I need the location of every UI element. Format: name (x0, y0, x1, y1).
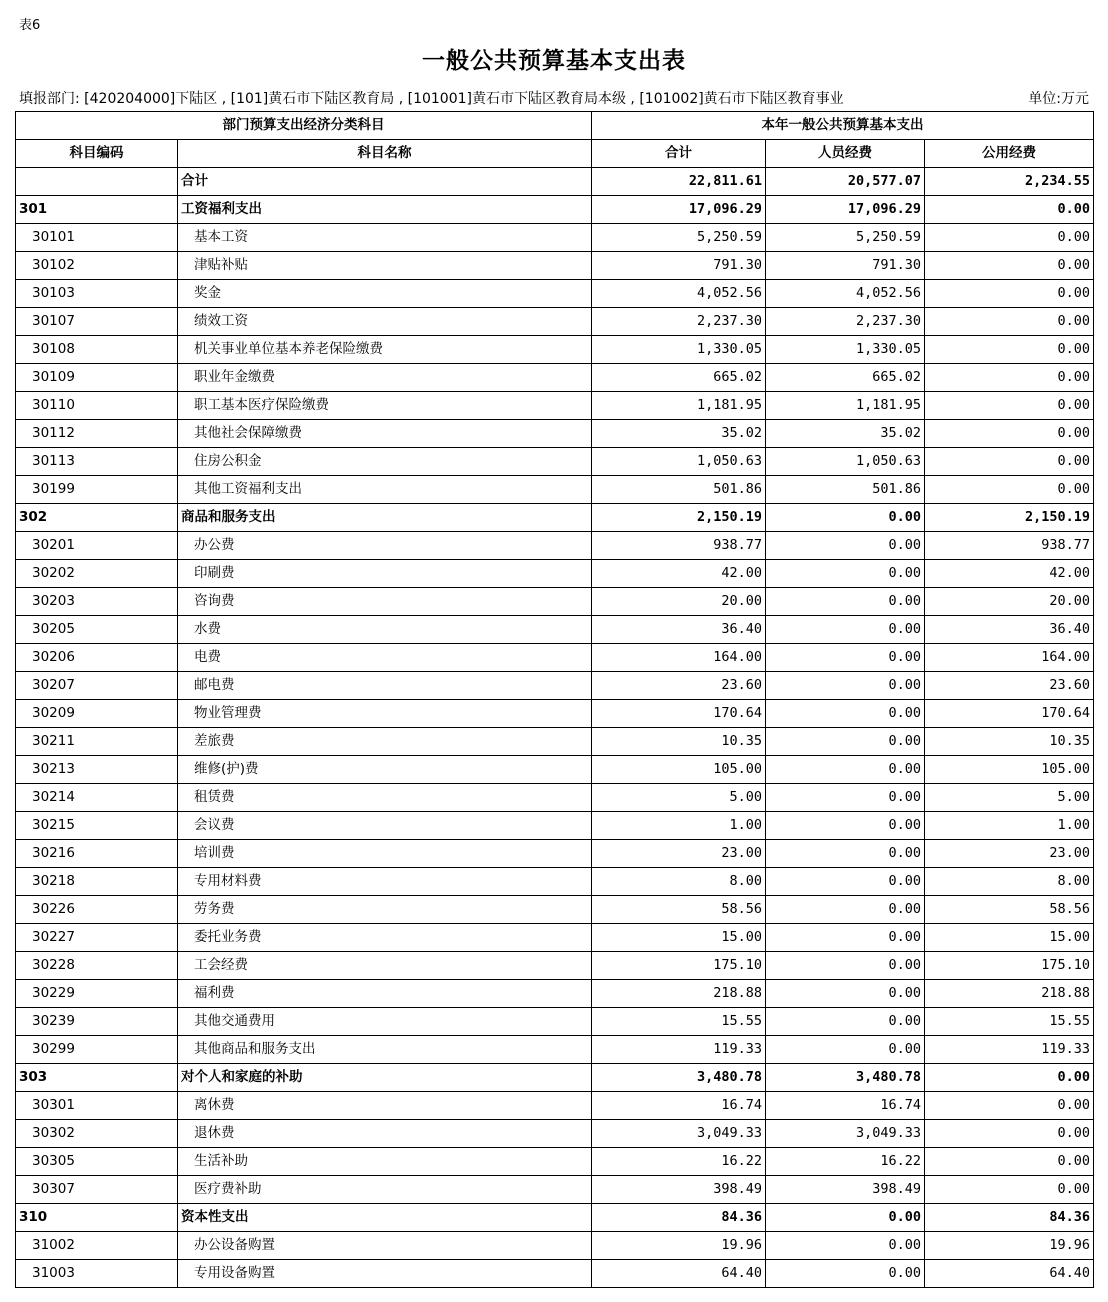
table-row (16, 420, 1094, 448)
row-total: 938.77 (592, 532, 766, 560)
row-personnel: 4,052.56 (766, 280, 925, 308)
table-row (16, 616, 1094, 644)
row-public: 36.40 (925, 616, 1094, 644)
row-code: 30108 (16, 336, 178, 364)
row-name: 绩效工资 (178, 308, 592, 336)
row-code: 30305 (16, 1148, 178, 1176)
row-public: 0.00 (925, 224, 1094, 252)
row-name: 其他社会保障缴费 (178, 420, 592, 448)
header-total: 合计 (592, 140, 766, 168)
row-name: 奖金 (178, 280, 592, 308)
row-total: 2,237.30 (592, 308, 766, 336)
row-name: 离休费 (178, 1092, 592, 1120)
row-name: 邮电费 (178, 672, 592, 700)
row-public: 20.00 (925, 588, 1094, 616)
row-public: 0.00 (925, 448, 1094, 476)
table-row (16, 952, 1094, 980)
table-row (16, 1204, 1094, 1232)
table-row (16, 476, 1094, 504)
row-total: 105.00 (592, 756, 766, 784)
row-public: 0.00 (925, 336, 1094, 364)
row-code: 30218 (16, 868, 178, 896)
row-public: 58.56 (925, 896, 1094, 924)
row-personnel: 0.00 (766, 616, 925, 644)
row-public: 15.55 (925, 1008, 1094, 1036)
table-row (16, 364, 1094, 392)
row-name: 资本性支出 (178, 1204, 592, 1232)
row-total: 16.22 (592, 1148, 766, 1176)
row-personnel: 0.00 (766, 1204, 925, 1232)
row-code: 301 (16, 196, 178, 224)
row-name: 工会经费 (178, 952, 592, 980)
row-name: 对个人和家庭的补助 (178, 1064, 592, 1092)
row-code: 30110 (16, 392, 178, 420)
row-public: 938.77 (925, 532, 1094, 560)
row-public: 175.10 (925, 952, 1094, 980)
row-code: 31003 (16, 1260, 178, 1288)
row-public: 42.00 (925, 560, 1094, 588)
row-code: 30302 (16, 1120, 178, 1148)
row-code: 30107 (16, 308, 178, 336)
table-row (16, 1064, 1094, 1092)
table-row (16, 644, 1094, 672)
row-name: 会议费 (178, 812, 592, 840)
row-total: 1,050.63 (592, 448, 766, 476)
row-name: 劳务费 (178, 896, 592, 924)
row-code: 30301 (16, 1092, 178, 1120)
row-code: 30214 (16, 784, 178, 812)
row-code: 30202 (16, 560, 178, 588)
header-code: 科目编码 (16, 140, 178, 168)
table-row (16, 1232, 1094, 1260)
table-row (16, 672, 1094, 700)
row-public: 84.36 (925, 1204, 1094, 1232)
table-row (16, 1260, 1094, 1288)
row-public: 10.35 (925, 728, 1094, 756)
row-total: 119.33 (592, 1036, 766, 1064)
row-name: 生活补助 (178, 1148, 592, 1176)
row-total: 36.40 (592, 616, 766, 644)
row-name: 职工基本医疗保险缴费 (178, 392, 592, 420)
table-body (16, 168, 1094, 1288)
table-row (16, 784, 1094, 812)
row-total: 84.36 (592, 1204, 766, 1232)
row-public: 0.00 (925, 1176, 1094, 1204)
row-total: 20.00 (592, 588, 766, 616)
row-total: 1.00 (592, 812, 766, 840)
row-personnel: 0.00 (766, 700, 925, 728)
row-code: 302 (16, 504, 178, 532)
row-public: 0.00 (925, 1148, 1094, 1176)
row-personnel: 35.02 (766, 420, 925, 448)
row-code: 30102 (16, 252, 178, 280)
row-code: 30112 (16, 420, 178, 448)
table-row (16, 700, 1094, 728)
row-personnel: 2,237.30 (766, 308, 925, 336)
header-group-row (16, 112, 1094, 140)
row-public: 105.00 (925, 756, 1094, 784)
row-personnel: 1,050.63 (766, 448, 925, 476)
row-personnel: 0.00 (766, 756, 925, 784)
row-personnel: 398.49 (766, 1176, 925, 1204)
row-code: 30201 (16, 532, 178, 560)
table-row (16, 1120, 1094, 1148)
table-row (16, 868, 1094, 896)
row-total: 218.88 (592, 980, 766, 1008)
row-total: 501.86 (592, 476, 766, 504)
row-public: 0.00 (925, 1120, 1094, 1148)
table-row (16, 840, 1094, 868)
row-code: 31002 (16, 1232, 178, 1260)
row-public: 23.60 (925, 672, 1094, 700)
row-personnel: 1,330.05 (766, 336, 925, 364)
row-public: 0.00 (925, 364, 1094, 392)
row-name: 退休费 (178, 1120, 592, 1148)
table-row (16, 448, 1094, 476)
row-code: 30113 (16, 448, 178, 476)
row-total: 23.60 (592, 672, 766, 700)
row-code: 30215 (16, 812, 178, 840)
row-personnel: 0.00 (766, 1008, 925, 1036)
row-name: 医疗费补助 (178, 1176, 592, 1204)
row-total: 3,049.33 (592, 1120, 766, 1148)
row-personnel: 0.00 (766, 840, 925, 868)
table-row (16, 1036, 1094, 1064)
row-name: 物业管理费 (178, 700, 592, 728)
row-total: 22,811.61 (592, 168, 766, 196)
header-group-expenditure: 本年一般公共预算基本支出 (592, 112, 1094, 140)
row-total: 175.10 (592, 952, 766, 980)
row-personnel: 791.30 (766, 252, 925, 280)
row-code: 310 (16, 1204, 178, 1232)
table-row (16, 1176, 1094, 1204)
table-row (16, 252, 1094, 280)
table-row (16, 980, 1094, 1008)
row-code: 30299 (16, 1036, 178, 1064)
row-public: 23.00 (925, 840, 1094, 868)
row-public: 170.64 (925, 700, 1094, 728)
row-code: 30209 (16, 700, 178, 728)
row-total: 17,096.29 (592, 196, 766, 224)
row-total: 15.00 (592, 924, 766, 952)
reporting-department: 填报部门: [420204000]下陆区 , [101]黄石市下陆区教育局 , [101001]黄石市下陆区教育局本级 , [101002]黄石市下陆区教育事业 (19, 91, 844, 107)
row-code: 303 (16, 1064, 178, 1092)
row-personnel: 1,181.95 (766, 392, 925, 420)
row-total: 1,181.95 (592, 392, 766, 420)
row-name: 办公设备购置 (178, 1232, 592, 1260)
row-total: 15.55 (592, 1008, 766, 1036)
budget-table (15, 111, 1094, 1288)
row-name: 基本工资 (178, 224, 592, 252)
row-name: 专用材料费 (178, 868, 592, 896)
row-personnel: 5,250.59 (766, 224, 925, 252)
row-code: 30239 (16, 1008, 178, 1036)
row-public: 0.00 (925, 252, 1094, 280)
row-personnel: 0.00 (766, 784, 925, 812)
row-name: 住房公积金 (178, 448, 592, 476)
table-row (16, 896, 1094, 924)
row-public: 0.00 (925, 392, 1094, 420)
row-personnel: 0.00 (766, 1260, 925, 1288)
table-row (16, 308, 1094, 336)
row-code: 30228 (16, 952, 178, 980)
row-code: 30229 (16, 980, 178, 1008)
table-row (16, 280, 1094, 308)
row-name: 维修(护)费 (178, 756, 592, 784)
header-group-classification: 部门预算支出经济分类科目 (16, 112, 592, 140)
row-public: 0.00 (925, 420, 1094, 448)
row-public: 2,150.19 (925, 504, 1094, 532)
row-name: 津贴补贴 (178, 252, 592, 280)
row-personnel: 0.00 (766, 896, 925, 924)
row-personnel: 17,096.29 (766, 196, 925, 224)
row-personnel: 3,480.78 (766, 1064, 925, 1092)
row-total: 19.96 (592, 1232, 766, 1260)
row-name: 其他工资福利支出 (178, 476, 592, 504)
row-name: 委托业务费 (178, 924, 592, 952)
row-total: 791.30 (592, 252, 766, 280)
row-personnel: 0.00 (766, 868, 925, 896)
row-total: 5,250.59 (592, 224, 766, 252)
header-personnel: 人员经费 (766, 140, 925, 168)
row-name: 商品和服务支出 (178, 504, 592, 532)
row-name: 机关事业单位基本养老保险缴费 (178, 336, 592, 364)
row-personnel: 0.00 (766, 532, 925, 560)
table-row (16, 532, 1094, 560)
table-row (16, 336, 1094, 364)
row-name: 咨询费 (178, 588, 592, 616)
header-name: 科目名称 (178, 140, 592, 168)
row-code: 30109 (16, 364, 178, 392)
row-total: 3,480.78 (592, 1064, 766, 1092)
row-public: 0.00 (925, 308, 1094, 336)
row-code (16, 168, 178, 196)
row-personnel: 0.00 (766, 672, 925, 700)
row-total: 42.00 (592, 560, 766, 588)
row-total: 16.74 (592, 1092, 766, 1120)
row-name: 水费 (178, 616, 592, 644)
row-total: 4,052.56 (592, 280, 766, 308)
row-code: 30227 (16, 924, 178, 952)
table-row (16, 196, 1094, 224)
row-public: 0.00 (925, 1092, 1094, 1120)
row-code: 30226 (16, 896, 178, 924)
table-row (16, 588, 1094, 616)
table-row (16, 224, 1094, 252)
row-name: 其他商品和服务支出 (178, 1036, 592, 1064)
row-public: 0.00 (925, 196, 1094, 224)
row-public: 0.00 (925, 476, 1094, 504)
row-personnel: 0.00 (766, 924, 925, 952)
row-code: 30203 (16, 588, 178, 616)
row-public: 2,234.55 (925, 168, 1094, 196)
header-public: 公用经费 (925, 140, 1094, 168)
row-total: 58.56 (592, 896, 766, 924)
row-personnel: 501.86 (766, 476, 925, 504)
row-personnel: 0.00 (766, 1232, 925, 1260)
row-total: 398.49 (592, 1176, 766, 1204)
row-public: 119.33 (925, 1036, 1094, 1064)
row-name: 合计 (178, 168, 592, 196)
row-personnel: 0.00 (766, 1036, 925, 1064)
table-row (16, 756, 1094, 784)
table-row (16, 924, 1094, 952)
table-row (16, 560, 1094, 588)
row-personnel: 0.00 (766, 504, 925, 532)
header-column-row (16, 140, 1094, 168)
row-total: 1,330.05 (592, 336, 766, 364)
row-code: 30101 (16, 224, 178, 252)
table-row (16, 1092, 1094, 1120)
table-number: 表6 (19, 18, 41, 33)
row-personnel: 3,049.33 (766, 1120, 925, 1148)
table-row (16, 1008, 1094, 1036)
row-total: 64.40 (592, 1260, 766, 1288)
table-row (16, 504, 1094, 532)
row-code: 30211 (16, 728, 178, 756)
row-code: 30307 (16, 1176, 178, 1204)
row-public: 5.00 (925, 784, 1094, 812)
row-public: 0.00 (925, 1064, 1094, 1092)
row-code: 30213 (16, 756, 178, 784)
row-total: 164.00 (592, 644, 766, 672)
table-row (16, 392, 1094, 420)
row-public: 0.00 (925, 280, 1094, 308)
row-total: 23.00 (592, 840, 766, 868)
row-name: 租赁费 (178, 784, 592, 812)
row-name: 福利费 (178, 980, 592, 1008)
row-code: 30206 (16, 644, 178, 672)
row-public: 15.00 (925, 924, 1094, 952)
row-name: 培训费 (178, 840, 592, 868)
row-name: 工资福利支出 (178, 196, 592, 224)
row-name: 专用设备购置 (178, 1260, 592, 1288)
row-personnel: 0.00 (766, 980, 925, 1008)
row-name: 职业年金缴费 (178, 364, 592, 392)
row-personnel: 665.02 (766, 364, 925, 392)
row-total: 35.02 (592, 420, 766, 448)
row-personnel: 20,577.07 (766, 168, 925, 196)
row-name: 其他交通费用 (178, 1008, 592, 1036)
row-personnel: 0.00 (766, 644, 925, 672)
row-public: 218.88 (925, 980, 1094, 1008)
row-total: 665.02 (592, 364, 766, 392)
row-public: 64.40 (925, 1260, 1094, 1288)
row-name: 印刷费 (178, 560, 592, 588)
row-personnel: 0.00 (766, 728, 925, 756)
row-total: 170.64 (592, 700, 766, 728)
row-personnel: 16.74 (766, 1092, 925, 1120)
row-personnel: 16.22 (766, 1148, 925, 1176)
table-row (16, 1148, 1094, 1176)
row-name: 差旅费 (178, 728, 592, 756)
row-public: 1.00 (925, 812, 1094, 840)
row-personnel: 0.00 (766, 588, 925, 616)
row-personnel: 0.00 (766, 812, 925, 840)
row-code: 30207 (16, 672, 178, 700)
row-total: 5.00 (592, 784, 766, 812)
row-code: 30216 (16, 840, 178, 868)
row-total: 2,150.19 (592, 504, 766, 532)
row-code: 30199 (16, 476, 178, 504)
row-total: 10.35 (592, 728, 766, 756)
row-personnel: 0.00 (766, 952, 925, 980)
unit-label: 单位:万元 (1028, 91, 1089, 107)
row-name: 办公费 (178, 532, 592, 560)
row-public: 164.00 (925, 644, 1094, 672)
row-total: 8.00 (592, 868, 766, 896)
row-code: 30205 (16, 616, 178, 644)
page-title: 一般公共预算基本支出表 (422, 47, 686, 74)
table-row (16, 728, 1094, 756)
row-name: 电费 (178, 644, 592, 672)
table-row (16, 812, 1094, 840)
table-row (16, 168, 1094, 196)
row-public: 19.96 (925, 1232, 1094, 1260)
row-personnel: 0.00 (766, 560, 925, 588)
row-public: 8.00 (925, 868, 1094, 896)
row-code: 30103 (16, 280, 178, 308)
